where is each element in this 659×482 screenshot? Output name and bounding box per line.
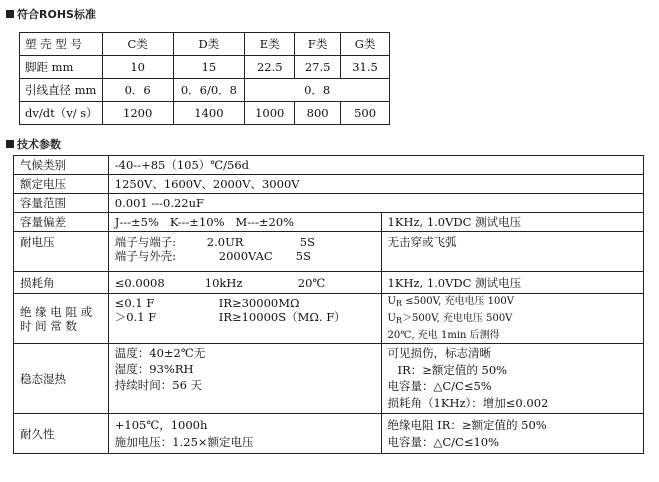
table-cell: 15 — [173, 56, 245, 79]
header-cell: C类 — [102, 33, 173, 56]
row-label: 容量范围 — [14, 194, 109, 213]
table-row — [14, 414, 644, 454]
cell-text: ＞0.1 F — [114, 310, 157, 324]
section-title: 符合ROHS标准 — [17, 8, 96, 21]
row-label — [14, 294, 109, 344]
table-cell — [108, 294, 381, 344]
row-label: 额定电压 — [14, 175, 109, 194]
table-cell: 1400 — [173, 102, 245, 125]
cell-text: +105℃，1000h — [114, 417, 208, 432]
row-label: 损耗角 — [14, 272, 109, 294]
cell-text: 电容量：△C/C≤5% — [387, 379, 492, 393]
table-row — [14, 175, 644, 194]
table-cell: J---±5% K---±10% M---±20% — [108, 213, 381, 232]
table-cell: 27.5 — [295, 56, 341, 79]
row-label: 稳态湿热 — [14, 344, 109, 414]
table-row — [20, 33, 390, 56]
table-cell — [108, 414, 381, 454]
row-label: 引线直径 mm — [20, 79, 103, 102]
section-title: 技术参数 — [17, 138, 61, 151]
row-label: dv/dt（v/ s） — [20, 102, 103, 125]
cell-text: 2000VAC — [218, 249, 273, 263]
table-cell: 0.001 ---0.22uF — [108, 194, 643, 213]
cell-text: IR≥10000S（MΩ. F） — [218, 310, 346, 324]
header-cell: E类 — [245, 33, 295, 56]
table-cell: 31.5 — [341, 56, 390, 79]
table-cell: 22.5 — [245, 56, 295, 79]
cell-text: 5S — [299, 235, 315, 249]
cell-text: 5S — [295, 249, 311, 263]
table-cell: 0．6/0．8 — [173, 79, 245, 102]
cell-text: 持续时间：56 天 — [114, 378, 203, 392]
cell-text: IR≥30000MΩ — [218, 296, 300, 310]
cell-text: 可见损伤，标志清晰 — [387, 346, 492, 360]
subscript: R — [395, 316, 402, 325]
header-cell: F类 — [295, 33, 341, 56]
table-cell: 无击穿或飞弧 — [381, 232, 643, 272]
table-cell: 1200 — [102, 102, 173, 125]
section-heading-specs — [6, 136, 61, 152]
table-row — [20, 79, 390, 102]
table-cell: 0．8 — [245, 79, 390, 102]
table-row — [14, 156, 644, 175]
label-line: 时 间 常 数 — [20, 318, 77, 333]
rohs-table — [19, 32, 390, 125]
cell-text: IR：≥额定值的 50% — [397, 362, 508, 377]
header-cell: G类 — [341, 33, 390, 56]
cell-text: 10kHz — [204, 275, 243, 290]
table-cell: -40--+85（105）℃/56d — [108, 156, 643, 175]
cell-text: ＞500V, 充电电压 500V — [402, 313, 513, 324]
cell-text: 损耗角（1KHz）：增加≤0.002 — [387, 395, 549, 410]
table-row — [14, 272, 644, 294]
specs-table — [13, 155, 644, 454]
cell-text: 端子与端子: — [114, 235, 177, 249]
cell-text: 温度：40±2℃无 — [114, 346, 206, 360]
cell-text: 绝缘电阻 IR：≥额定值的 50% — [387, 417, 547, 432]
row-label: 耐电压 — [14, 232, 109, 272]
row-label: 气候类别 — [14, 156, 109, 175]
table-row — [14, 344, 644, 414]
table-cell: 800 — [295, 102, 341, 125]
cell-text: 施加电压：1.25×额定电压 — [114, 434, 254, 449]
cell-text: 2.0UR — [206, 235, 244, 249]
label-line: 绝 缘 电 阻 或 — [20, 304, 93, 319]
table-cell — [381, 414, 643, 454]
table-cell — [381, 294, 643, 344]
cell-text: 湿度：93%RH — [114, 362, 194, 376]
cell-text: 20℃, 充电 1min 后测得 — [387, 330, 500, 341]
header-cell: 塑 壳 型 号 — [20, 33, 103, 56]
table-row — [14, 294, 644, 344]
table-cell — [381, 344, 643, 414]
table-cell: 1KHz, 1.0VDC 测试电压 — [381, 272, 643, 294]
subscript: R — [395, 299, 402, 308]
bullet-square-icon — [6, 140, 14, 148]
table-cell — [108, 272, 381, 294]
cell-text: U — [387, 313, 396, 324]
cell-text: ≤0.1 F — [114, 296, 155, 310]
table-row — [20, 102, 390, 125]
section-heading-rohs — [6, 6, 96, 22]
table-cell: 1250V、1600V、2000V、3000V — [108, 175, 643, 194]
cell-text: ≤0.0008 — [114, 275, 165, 290]
table-cell: 10 — [102, 56, 173, 79]
table-row — [14, 232, 644, 272]
table-cell: 500 — [341, 102, 390, 125]
row-label: 脚距 mm — [20, 56, 103, 79]
cell-text: 电容量：△C/C≤10% — [387, 434, 500, 449]
table-cell — [108, 232, 381, 272]
header-cell: D类 — [173, 33, 245, 56]
table-row — [20, 56, 390, 79]
table-cell: 0．6 — [102, 79, 173, 102]
cell-text: ≤500V, 充电电压 100V — [405, 296, 514, 307]
table-row — [14, 194, 644, 213]
table-row — [14, 213, 644, 232]
table-cell — [108, 344, 381, 414]
bullet-square-icon — [6, 10, 14, 18]
cell-text: U — [387, 296, 396, 307]
row-label: 容量偏差 — [14, 213, 109, 232]
cell-text: 20℃ — [297, 275, 326, 290]
row-label: 耐久性 — [14, 414, 109, 454]
table-cell: 1KHz, 1.0VDC 测试电压 — [381, 213, 643, 232]
table-cell: 1000 — [245, 102, 295, 125]
cell-text: 端子与外壳: — [114, 249, 177, 263]
